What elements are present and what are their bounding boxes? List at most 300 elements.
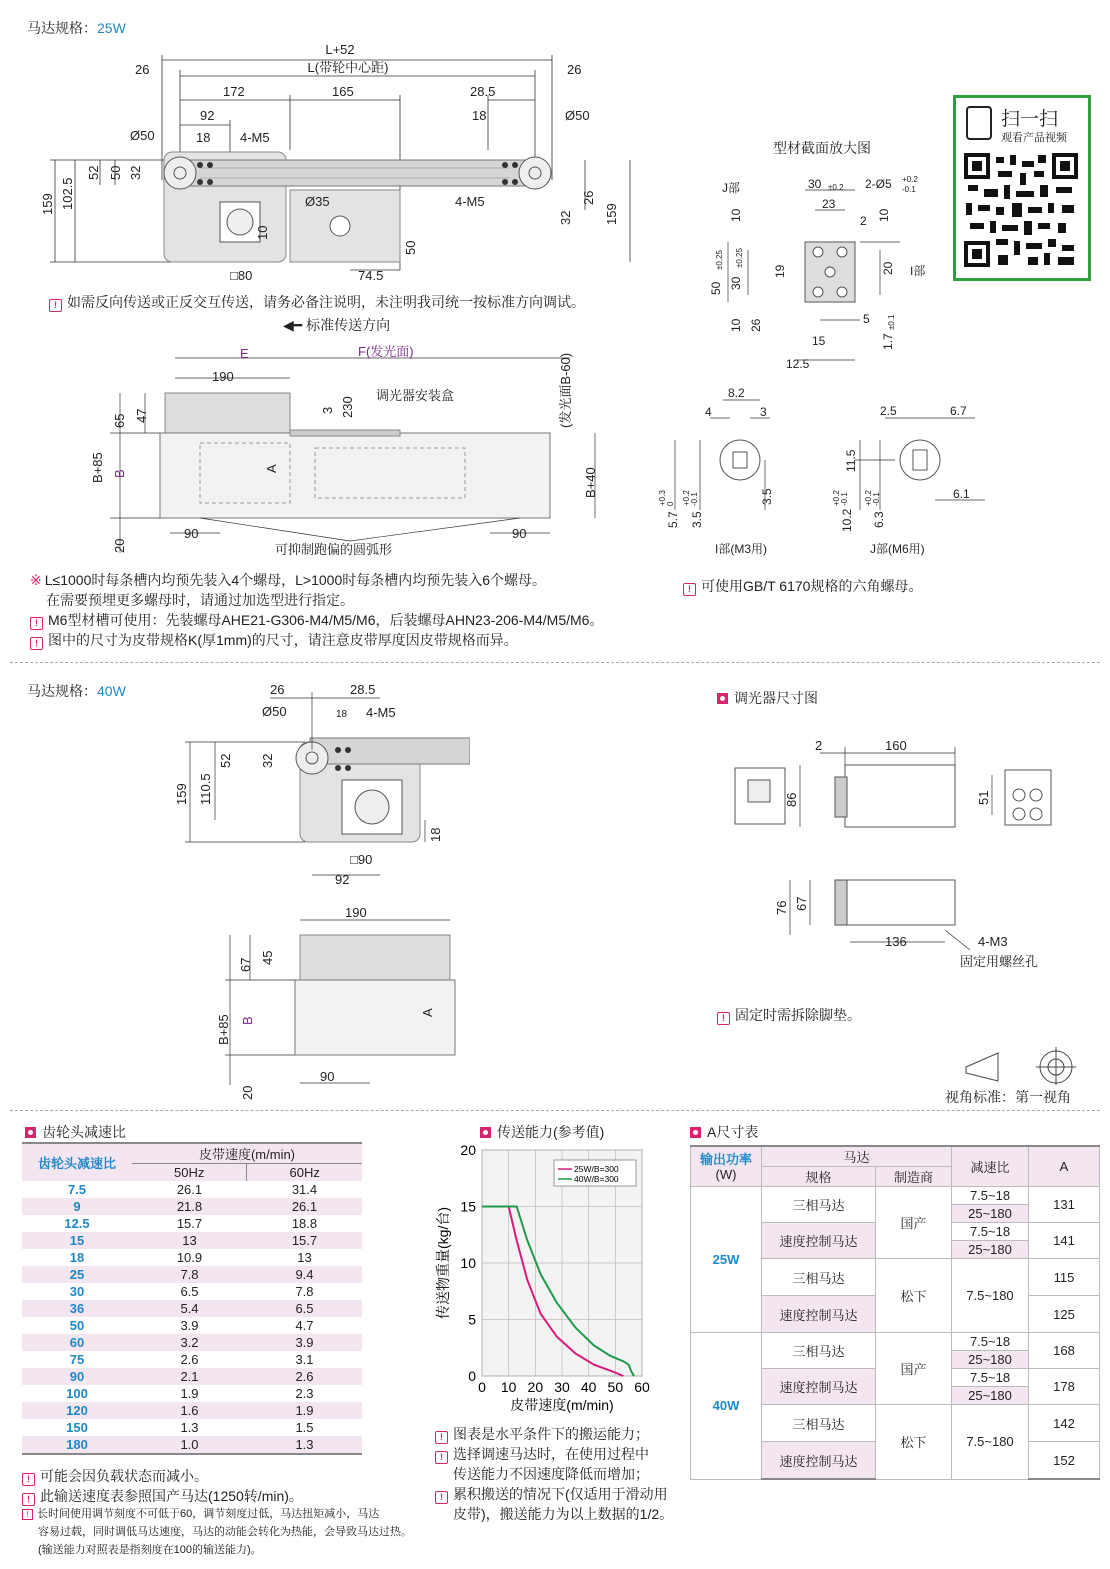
atable-cell: 115 — [1029, 1259, 1100, 1296]
dim-sq80: □80 — [230, 268, 253, 283]
atable-cell: 三相马达 — [762, 1259, 876, 1296]
profile-dim-2: 2 — [860, 214, 867, 228]
atable-40w: 40W — [691, 1333, 762, 1480]
dim-50-bottom: 50 — [403, 240, 418, 255]
dim-center: L(带轮中心距) — [307, 60, 389, 75]
side-view-25w-drawing — [40, 30, 680, 290]
detail-10-2-tol-dn: -0.1 — [840, 492, 849, 506]
gear-cell: 1.5 — [295, 1420, 314, 1435]
atable-h-power — [691, 1146, 762, 1187]
table-row — [22, 1266, 362, 1283]
atable-cell: 三相马达 — [762, 1333, 876, 1369]
gear-cell: 120 — [22, 1402, 132, 1419]
dim-190: 190 — [212, 369, 234, 384]
dim-32: 32 — [128, 165, 143, 180]
direction-text: 标准传送方向 — [306, 317, 391, 333]
dim-47: 47 — [134, 408, 149, 423]
gear-cell: 9.4 — [247, 1266, 362, 1283]
section-bullet-icon — [480, 1127, 491, 1138]
atable-cell: 25~180 — [952, 1351, 1029, 1369]
profile-title: 型材截面放大图 — [773, 140, 871, 156]
atable-cell: 速度控制马达 — [762, 1296, 876, 1333]
atable-title — [690, 1122, 758, 1142]
dim40-190: 190 — [345, 905, 367, 920]
note-25-2-text: 在需要预埋更多螺母时，请通过加选型进行指定。 — [46, 592, 354, 608]
detail-10-2: 10.2 — [840, 508, 854, 532]
dim-phi50-left: Ø50 — [130, 128, 155, 143]
dim-165: 165 — [332, 84, 354, 99]
dim40-sq90: □90 — [350, 852, 373, 867]
dimmer-title — [717, 688, 818, 708]
dimmer-dim-160: 160 — [885, 738, 907, 753]
profile-j-label: J部 — [722, 181, 741, 195]
chart-note-3: 传送能力不因速度降低而增加； — [453, 1466, 649, 1482]
atable-h-ratio: 减速比 — [952, 1146, 1029, 1187]
atable-h-motor: 马达 — [762, 1146, 952, 1167]
detail-4: 4 — [705, 405, 712, 419]
dim-18-right: 18 — [472, 108, 487, 123]
dimmer-note: ! 固定时需拆除脚垫。 — [717, 1005, 861, 1025]
atable-cell: 142 — [1029, 1405, 1100, 1442]
dim-b85: B+85 — [90, 452, 105, 483]
view-standard: 视角标准：第一视角 — [945, 1089, 1071, 1105]
dim-f: F(发光面) — [358, 344, 414, 359]
dim40-32: 32 — [260, 753, 275, 768]
gear-cell: 21.8 — [132, 1198, 247, 1215]
atable-cell: 速度控制马达 — [762, 1442, 876, 1480]
gear-cell: 26.1 — [247, 1198, 362, 1215]
atable-cell: 7.5~180 — [952, 1259, 1029, 1333]
profile-dim-23: 23 — [822, 197, 836, 211]
gear-cell: 36 — [22, 1300, 132, 1317]
qr-code-panel[interactable] — [953, 95, 1091, 281]
detail-6-7: 6.7 — [950, 404, 967, 418]
atable-cell: 速度控制马达 — [762, 1369, 876, 1405]
dim40-159: 159 — [174, 783, 189, 805]
detail-3-5b-tol-dn: -0.1 — [690, 492, 699, 506]
atable-wrap — [690, 1145, 1100, 1480]
table-row — [22, 1334, 362, 1351]
divider-1 — [10, 662, 1100, 663]
gear-cell: 13 — [132, 1232, 247, 1249]
profile-dim-15: 15 — [812, 334, 826, 348]
chart-ytick-label: 0 — [468, 1368, 476, 1384]
gear-cell: 2.6 — [247, 1368, 362, 1385]
atable-cell: 125 — [1029, 1296, 1100, 1333]
chart-xtick-label: 50 — [607, 1379, 624, 1395]
atable-cell: 152 — [1029, 1442, 1100, 1480]
atable-cell: 国产 — [876, 1333, 952, 1405]
gear-title — [25, 1122, 126, 1142]
atable-cell: 168 — [1029, 1333, 1100, 1369]
table-row — [22, 1351, 362, 1368]
profile-dim-30b: 30 — [729, 276, 743, 290]
gear-cell: 9 — [22, 1198, 132, 1215]
note-nut: ! 可使用GB/T 6170规格的六角螺母。 — [683, 576, 922, 596]
detail-5-7: 5.7 — [666, 511, 680, 528]
dim-phi50-right: Ø50 — [565, 108, 590, 123]
gear-header-ratio: 齿轮头减速比 — [22, 1143, 132, 1181]
note-25-3: ! M6型材槽可使用：先装螺母AHE21-G306-M4/M5/M6，后装螺母AHN23-206-M4/M5/M6。 — [30, 610, 603, 630]
detail-6-3-tol-dn: -0.1 — [872, 492, 881, 506]
dimmer-drawing — [730, 735, 1070, 975]
chart-note-1: ! 图表是水平条件下的搬运能力； — [435, 1424, 649, 1444]
arc-label: 可抑制跑偏的圆弧形 — [275, 542, 393, 557]
note-25-3-text: M6型材槽可使用：先装螺母AHE21-G306-M4/M5/M6，后装螺母AHN23-206-M4/M5/M6。 — [48, 612, 604, 628]
dimmer-hole: 固定用螺丝孔 — [960, 954, 1039, 969]
divider-2 — [10, 1110, 1100, 1111]
dim-90-left: 90 — [184, 526, 199, 541]
dim-3: 3 — [320, 406, 335, 414]
motor-value-40: 40W — [97, 683, 126, 699]
gear-cell: 26.1 — [176, 1182, 203, 1197]
atable-cell: 131 — [1029, 1187, 1100, 1223]
gear-cell: 2.1 — [132, 1368, 247, 1385]
atable-cell: 速度控制马达 — [762, 1223, 876, 1259]
motor-value: 25W — [97, 20, 126, 36]
atable-h-power-text: 输出功率 — [699, 1151, 752, 1167]
direction-label — [283, 315, 390, 335]
note-25-1: ※ L≤1000时每条槽内均预先装入4个螺母，L>1000时每条槽内均预先装入6个螺母。 — [30, 572, 547, 588]
atable-cell: 25~180 — [952, 1387, 1029, 1405]
profile-dim-10c: 10 — [729, 318, 743, 332]
chart-xtick-label: 20 — [527, 1379, 544, 1395]
dim40-b: B — [240, 1016, 255, 1025]
dim40-18-right: 18 — [428, 827, 443, 842]
dimmer-dim-136: 136 — [885, 934, 907, 949]
gear-cell: 13 — [297, 1250, 312, 1265]
dim40-b85: B+85 — [216, 1014, 231, 1045]
chart-xtick-label: 10 — [500, 1379, 517, 1395]
table-row — [22, 1317, 362, 1334]
dimmer-m3: 4-M3 — [978, 934, 1008, 949]
qr-code-image — [964, 153, 1078, 267]
profile-dim-10a: 10 — [729, 208, 743, 222]
dim-a: A — [264, 464, 279, 473]
detail-6-3-tol-up: +0.2 — [864, 490, 873, 506]
gear-cell: 180 — [22, 1436, 132, 1454]
chart-xtick-label: 0 — [478, 1379, 486, 1395]
dim-26-right: 26 — [581, 190, 596, 205]
profile-dim-30-tol: ±0.2 — [828, 183, 844, 192]
gear-cell: 12.5 — [64, 1216, 90, 1231]
legend-40w: 40W/B=300 — [574, 1174, 619, 1184]
top-view-40w-drawing — [210, 905, 460, 1105]
section-bullet-icon — [25, 1127, 36, 1138]
atable-cell: 7.5~180 — [952, 1405, 1029, 1480]
detail-5-7-tol-dn: 0 — [666, 501, 675, 506]
detail-3-5b: 3.5 — [690, 511, 704, 528]
atable-cell: 三相马达 — [762, 1405, 876, 1442]
gear-cell: 10.9 — [176, 1250, 203, 1265]
atable-25w: 25W — [691, 1187, 762, 1333]
profile-section-drawing — [700, 170, 940, 375]
gear-cell: 150 — [66, 1420, 88, 1435]
detail-6-1: 6.1 — [953, 487, 970, 501]
gear-header-60hz: 60Hz — [289, 1165, 320, 1180]
dim-total: L+52 — [325, 42, 355, 57]
chart-ytick-label: 15 — [460, 1198, 476, 1215]
profile-dim-30: 30 — [808, 177, 822, 191]
dim40-67: 67 — [238, 957, 253, 972]
chart-ytick-label: 5 — [468, 1311, 476, 1328]
chart-note-4-text: 累积搬送的情况下(仅适用于滑动用 — [453, 1486, 668, 1502]
detail-3-5b-tol-up: +0.2 — [682, 490, 691, 506]
profile-dim-30b-tol: ±0.25 — [735, 248, 744, 268]
table-row — [22, 1249, 362, 1266]
atable-cell: 三相马达 — [762, 1187, 876, 1223]
atable-cell: 7.5~18 — [952, 1333, 1029, 1351]
gear-cell: 2.6 — [180, 1352, 199, 1367]
dim-phi35: Ø35 — [305, 194, 330, 209]
table-row — [22, 1232, 362, 1249]
section-bullet-icon — [717, 693, 728, 704]
dim-159-left: 159 — [40, 193, 55, 215]
detail-8-2: 8.2 — [728, 386, 745, 400]
dim-172: 172 — [223, 84, 245, 99]
gear-table — [22, 1142, 362, 1455]
note-25-1-text: L≤1000时每条槽内均预先装入4个螺母，L>1000时每条槽内均预先装入6个螺母。 — [44, 572, 547, 588]
qr-subtitle: 观看产品视频 — [1001, 132, 1067, 144]
detail-11-5: 11.5 — [844, 449, 858, 472]
table-row — [22, 1385, 362, 1402]
dim-65: 65 — [112, 413, 127, 428]
dim40-45: 45 — [260, 950, 275, 965]
a-dimension-table — [690, 1145, 1100, 1480]
detail-6-3: 6.3 — [872, 511, 886, 528]
side-label: (发光面B-60) — [558, 352, 573, 428]
note-25-2 — [46, 590, 354, 610]
dim40-a: A — [420, 1008, 435, 1017]
dim40-90: 90 — [320, 1069, 335, 1084]
top-view-25w-drawing — [80, 338, 620, 563]
profile-hole: 2-Ø5 — [865, 177, 892, 191]
gear-cell: 1.0 — [132, 1436, 247, 1454]
gear-small-1: ! 长时间使用调节刻度不可低于60，调节刻度过低，马达扭矩减小，马达 — [22, 1506, 379, 1523]
gear-cell: 31.4 — [291, 1182, 318, 1197]
gear-cell: 1.6 — [132, 1402, 247, 1419]
atable-cell: 7.5~18 — [952, 1369, 1029, 1387]
chart-note-2: ! 选择调速马达时，在使用过程中 — [435, 1444, 649, 1464]
dim-left-26: 26 — [135, 62, 150, 77]
dim40-18: 18 — [336, 709, 348, 720]
chart-ytick-label: 20 — [460, 1142, 476, 1158]
atable-cell: 7.5~18 — [952, 1223, 1029, 1241]
dim-e: E — [240, 346, 249, 361]
detail-j-label: J部(M6用) — [870, 542, 925, 556]
dim40-52: 52 — [218, 753, 233, 768]
dimmer-dim-76: 76 — [774, 900, 789, 915]
note-25-4: ! 图中的尺寸为皮带规格K(厚1mm)的尺寸，请注意皮带厚度因皮带规格而异。 — [30, 630, 518, 650]
gear-cell: 100 — [66, 1386, 88, 1401]
table-row — [22, 1419, 362, 1436]
dimmer-dim-86: 86 — [784, 792, 799, 807]
table-row — [22, 1436, 362, 1454]
gear-note-1: ! 可能会因负载状态而减小。 — [22, 1466, 208, 1486]
atable-cell: 25~180 — [952, 1205, 1029, 1223]
gear-header-50hz: 50Hz — [132, 1164, 247, 1182]
gear-cell: 5.4 — [132, 1300, 247, 1317]
dim-b40: B+40 — [583, 467, 598, 498]
note-25-4-text: 图中的尺寸为皮带规格K(厚1mm)的尺寸，请注意皮带厚度因皮带规格而异。 — [48, 632, 518, 648]
profile-dim-50: 50 — [709, 281, 723, 295]
profile-dim-50-tol: ±0.25 — [715, 250, 724, 270]
dim-right-26: 26 — [567, 62, 582, 77]
atable-cell: 松下 — [876, 1259, 952, 1333]
dim40-110-5: 110.5 — [198, 773, 213, 805]
table-row — [22, 1283, 362, 1300]
atable-cell: 25~180 — [952, 1241, 1029, 1259]
gear-cell: 6.5 — [247, 1300, 362, 1317]
gear-cell: 60 — [22, 1334, 132, 1351]
chart-title — [480, 1122, 604, 1142]
gear-cell: 15.7 — [247, 1232, 362, 1249]
gear-cell: 2.3 — [295, 1386, 314, 1401]
atable-h-spec: 规格 — [762, 1167, 876, 1187]
detail-10-2-tol-up: +0.2 — [832, 490, 841, 506]
dim-74-5: 74.5 — [358, 268, 384, 283]
chart-ytick-label: 10 — [460, 1255, 476, 1271]
dim-10: 10 — [255, 225, 270, 240]
profile-dim-26: 26 — [749, 318, 763, 332]
profile-dim-20: 20 — [881, 261, 895, 275]
gear-cell: 75 — [69, 1352, 85, 1367]
detail-i-label: I部(M3用) — [715, 542, 767, 556]
phone-icon — [966, 106, 992, 140]
profile-i-label: I部 — [910, 264, 926, 278]
dimmer-box-label: 调光器安装盒 — [376, 388, 455, 403]
motor-label-40: 马达规格： — [27, 683, 97, 699]
note-reverse-text: 如需反向传送或正反交互传送，请务必备注说明，未注明我司统一按标准方向调试。 — [67, 294, 585, 310]
dimmer-title-text: 调光器尺寸图 — [734, 690, 818, 706]
dim-230: 230 — [340, 396, 355, 418]
chart-xtick-label: 30 — [554, 1379, 570, 1395]
atable-h-maker: 制造商 — [876, 1167, 952, 1187]
gear-cell: 3.2 — [132, 1334, 247, 1351]
legend-25w: 25W/B=300 — [574, 1164, 619, 1174]
atable-cell: 7.5~18 — [952, 1187, 1029, 1205]
gear-note-2: ! 此输送速度表参照国产马达(1250转/min)。 — [22, 1486, 303, 1506]
atable-cell: 141 — [1029, 1223, 1100, 1259]
chart-ylabel: 传送物重量(kg/台) — [435, 1207, 451, 1319]
note-reverse: ! 如需反向传送或正反交互传送，请务必备注说明，未注明我司统一按标准方向调试。 — [49, 292, 585, 312]
profile-dim-19: 19 — [773, 264, 787, 278]
table-row — [22, 1215, 362, 1232]
detail-drawing — [655, 380, 995, 560]
dim-92: 92 — [200, 108, 215, 123]
section-bullet-icon — [690, 1127, 701, 1138]
detail-2-5: 2.5 — [880, 404, 897, 418]
qr-title: 扫一扫 — [1001, 109, 1059, 130]
chart-xlabel: 皮带速度(m/min) — [510, 1397, 614, 1413]
dim40-92: 92 — [335, 872, 350, 887]
table-row — [22, 1368, 362, 1385]
atable-cell: 国产 — [876, 1187, 952, 1259]
dim40-20: 20 — [240, 1085, 255, 1100]
gear-small-2: 容易过载，同时调低马达速度，马达的动能会转化为热能，会导致马达过热。 — [38, 1526, 412, 1538]
table-row — [22, 1181, 362, 1198]
gear-cell: 90 — [22, 1368, 132, 1385]
chart-xtick-label: 40 — [580, 1379, 597, 1395]
dimmer-dim-2: 2 — [815, 738, 823, 753]
capacity-chart — [430, 1140, 660, 1425]
atable-cell: 178 — [1029, 1369, 1100, 1405]
gear-note-2-text: 此输送速度表参照国产马达(1250转/min)。 — [40, 1488, 303, 1504]
gear-cell: 7.5 — [67, 1182, 87, 1197]
motor-40w-title — [27, 681, 126, 701]
gear-cell: 30 — [69, 1284, 85, 1299]
chart-note-4: ! 累积搬送的情况下(仅适用于滑动用 — [435, 1484, 668, 1504]
gear-cell: 25 — [22, 1266, 132, 1283]
dim-159-right: 159 — [604, 203, 619, 225]
note-nut-text: 可使用GB/T 6170规格的六角螺母。 — [701, 578, 923, 594]
dim-50: 50 — [108, 165, 123, 180]
dimmer-dim-67: 67 — [794, 896, 809, 911]
profile-dim-12-5: 12.5 — [786, 357, 810, 371]
gear-cell: 6.5 — [180, 1284, 199, 1299]
gear-cell: 3.9 — [180, 1318, 199, 1333]
gear-cell: 3.1 — [295, 1352, 314, 1367]
chart-note-5: 皮带)，搬送能力为以上数据的1/2。 — [453, 1506, 674, 1522]
dim40-26: 26 — [270, 682, 285, 697]
chart-title-text: 传送能力(参考值) — [497, 1124, 605, 1140]
dim-52: 52 — [86, 165, 101, 180]
side-view-40w-drawing — [170, 680, 470, 890]
first-angle-projection-icon — [958, 1045, 1083, 1085]
atable-h-a: A — [1029, 1146, 1100, 1187]
dim-32-right: 32 — [558, 210, 573, 225]
dim-20: 20 — [112, 538, 127, 553]
gear-cell: 4.7 — [295, 1318, 314, 1333]
gear-cell: 18 — [69, 1250, 85, 1265]
dim40-28-5: 28.5 — [350, 682, 376, 697]
dimmer-dim-51: 51 — [976, 790, 991, 805]
gear-cell: 50 — [69, 1318, 85, 1333]
atable-h-power-unit: (W) — [715, 1166, 737, 1182]
profile-hole-tol-dn: -0.1 — [902, 185, 916, 194]
gear-cell: 15 — [22, 1232, 132, 1249]
dim-4m5-right: 4-M5 — [455, 194, 485, 209]
atable-title-text: A尺寸表 — [707, 1124, 759, 1140]
dim40-4m5: 4-M5 — [366, 705, 396, 720]
profile-dim-10b: 10 — [877, 208, 891, 222]
dim-28-5: 28.5 — [470, 84, 496, 99]
profile-hole-tol-up: +0.2 — [902, 175, 918, 184]
gear-small-3: (输送能力对照表是指刻度在100的输送能力)。 — [38, 1544, 262, 1556]
gear-title-text: 齿轮头减速比 — [42, 1124, 126, 1140]
table-row — [22, 1402, 362, 1419]
detail-3: 3 — [760, 405, 767, 419]
dim-18-left: 18 — [196, 130, 211, 145]
gear-small-1-text: 长时间使用调节刻度不可低于60，调节刻度过低，马达扭矩减小，马达 — [37, 1508, 380, 1520]
atable-cell: 松下 — [876, 1405, 952, 1480]
profile-dim-1-7: 1.7 — [881, 333, 895, 350]
gear-cell: 1.3 — [180, 1420, 199, 1435]
dim-90-right: 90 — [512, 526, 527, 541]
dim-4m5-left: 4-M5 — [240, 130, 270, 145]
chart-xtick-label: 60 — [634, 1379, 650, 1395]
gear-cell: 3.9 — [247, 1334, 362, 1351]
profile-dim-1-7-tol: ±0.1 — [887, 314, 896, 330]
gear-cell: 7.8 — [132, 1266, 247, 1283]
table-row — [22, 1198, 362, 1215]
gear-cell: 7.8 — [295, 1284, 314, 1299]
gear-table-wrap — [22, 1142, 362, 1455]
chart-note-1-text: 图表是水平条件下的搬运能力； — [453, 1426, 649, 1442]
gear-cell: 15.7 — [176, 1216, 203, 1231]
gear-cell: 18.8 — [291, 1216, 318, 1231]
detail-5-7-tol-up: +0.3 — [658, 490, 667, 506]
